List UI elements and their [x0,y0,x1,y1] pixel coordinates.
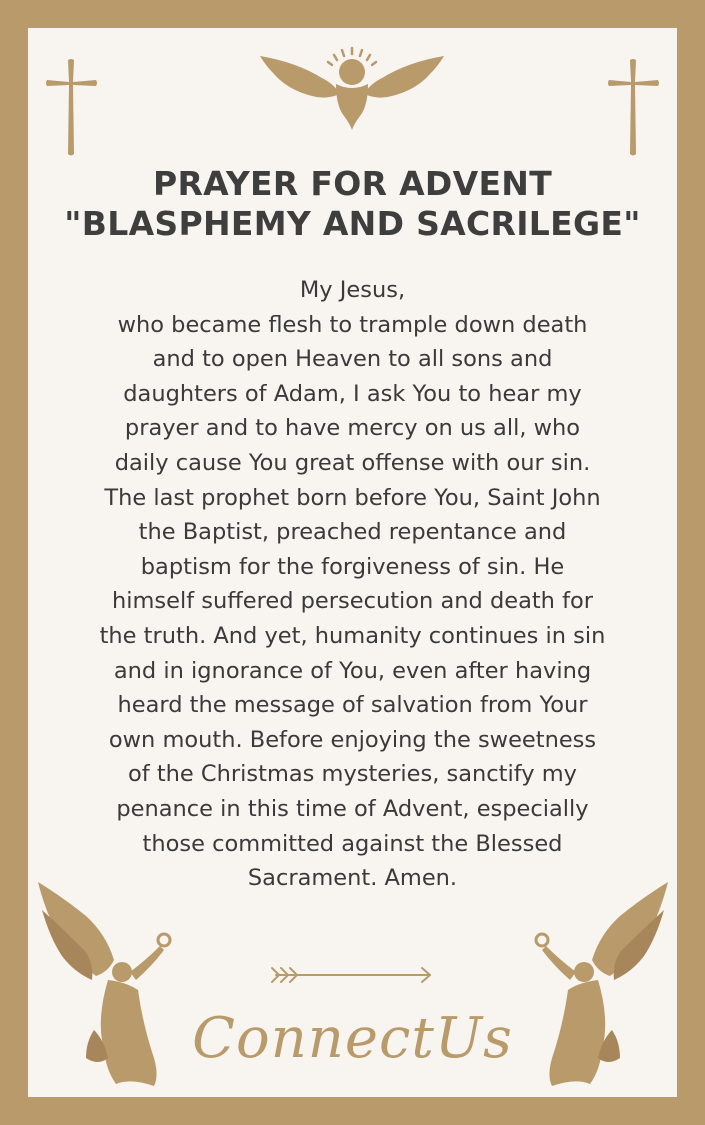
prayer-line: penance in this time of Advent, especially [116,795,589,822]
prayer-line: Sacrament. Amen. [247,865,458,892]
prayer-line: prayer and to have mercy on us all, who [124,415,581,442]
cross-icon [44,58,98,158]
prayer-line: daughters of Adam, I ask You to hear my [123,380,582,407]
prayer-line: My Jesus, [299,277,406,303]
prayer-line: the Baptist, preached repentance and [138,519,567,546]
prayer-line: of the Christmas mysteries, sanctify my [128,761,577,788]
prayer-line: who became flesh to trample down death [117,311,588,338]
prayer-line: own mouth. Before enjoying the sweetness [108,726,597,753]
prayer-line: the truth. And yet, humanity continues in sin [99,622,606,649]
prayer-line: daily cause You great offense with our sin. [114,449,591,476]
prayer-line: and to open Heaven to all sons and [152,346,553,373]
prayer-line: heard the message of salvation from Your [117,692,588,719]
arrow-icon [268,962,436,988]
brand-logo: ConnectUs [192,1006,513,1071]
prayer-line: those committed against the Blessed [142,830,563,857]
winged-sun-icon [256,44,448,130]
title-line: "BLASPHEMY AND SACRILEGE" [64,204,641,243]
title-line: PRAYER FOR ADVENT [152,164,553,203]
cross-icon [606,58,660,158]
prayer-line: baptism for the forgiveness of sin. He [140,553,565,580]
page-title [0,164,705,244]
prayer-line: and in ignorance of You, even after having [113,657,592,684]
prayer-line: The last prophet born before You, Saint John [104,484,601,511]
prayer-line: himself suffered persecution and death for [111,588,594,615]
prayer-text [40,273,665,896]
